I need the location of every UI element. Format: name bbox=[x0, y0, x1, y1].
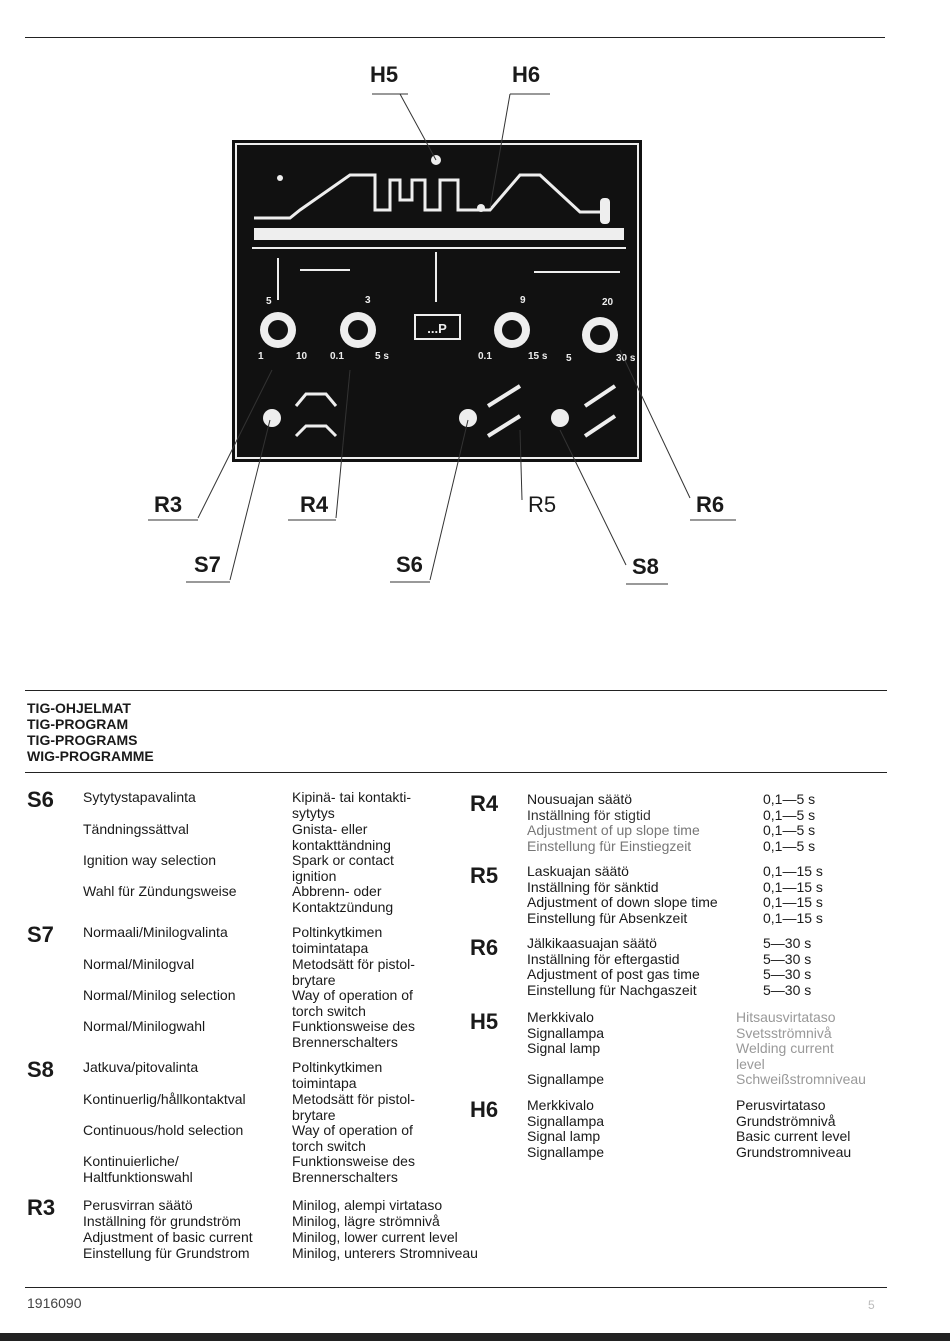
bottom-edge bbox=[0, 1333, 950, 1341]
entry-r5-name: Einstellung für Absenkzeit bbox=[527, 909, 688, 926]
entry-r5-value: 0,1—15 s bbox=[763, 863, 823, 879]
dial-r4-max: 5 s bbox=[375, 351, 389, 362]
dial-r3-min: 1 bbox=[258, 351, 264, 362]
entry-s6-name: Wahl für Zündungsweise bbox=[83, 883, 237, 899]
dial-r3-max: 10 bbox=[296, 351, 308, 362]
entry-h6-value: Basic current level bbox=[736, 1128, 851, 1145]
entry-r4-value: 0,1—5 s bbox=[763, 822, 816, 839]
entry-r4-value: 0,1—5 s bbox=[763, 837, 816, 854]
section-heading-de: WIG-PROGRAMME bbox=[27, 748, 154, 764]
entry-h5-name: Signallampe bbox=[527, 1071, 605, 1087]
section-heading-fi: TIG-OHJELMAT bbox=[27, 700, 131, 716]
entry-r4-name: Nousuajan säätö bbox=[527, 791, 633, 807]
entry-s7-name: Normal/Minilog selection bbox=[83, 987, 236, 1003]
entry-r5-name: Inställning för sänktid bbox=[527, 878, 659, 895]
minilog-badge-text: ...P bbox=[427, 321, 447, 336]
entry-s8-desc: Poltinkytkimen toimintapa bbox=[292, 1059, 383, 1091]
page-number: 5 bbox=[868, 1298, 875, 1312]
dial-r6-20: 20 bbox=[602, 297, 614, 308]
entry-s6-desc: Kipinä- tai kontakti- sytytys bbox=[292, 789, 412, 821]
doc-number: 1916090 bbox=[27, 1295, 82, 1311]
entry-r5-name: Adjustment of down slope time bbox=[527, 894, 718, 911]
code-r5: R5 bbox=[470, 863, 499, 888]
s6-switch bbox=[459, 409, 477, 427]
entry-r5-value: 0,1—15 s bbox=[763, 909, 823, 926]
entry-h5-name: Signallampa bbox=[527, 1024, 605, 1041]
entry-r6-name: Inställning för eftergastid bbox=[527, 950, 680, 967]
entry-r3-name: Adjustment of basic current bbox=[83, 1229, 253, 1245]
entry-s7-name: Normaali/Minilogvalinta bbox=[83, 924, 228, 940]
entry-s7-desc: Way of operation of torch switch bbox=[292, 987, 413, 1019]
label-r6: R6 bbox=[696, 492, 725, 517]
entry-s6-desc: Spark or contact ignition bbox=[292, 852, 394, 884]
entry-r6-name: Einstellung für Nachgaszeit bbox=[527, 981, 697, 998]
label-s8: S8 bbox=[632, 554, 659, 579]
entry-h5-name: Merkkivalo bbox=[527, 1009, 594, 1025]
entry-s8-name: Kontinuerlig/hållkontaktval bbox=[83, 1091, 246, 1107]
section-rule-mid bbox=[25, 772, 887, 773]
entry-h6-name: Signallampa bbox=[527, 1112, 605, 1129]
entry-s7-desc: Funktionsweise des Brennerschalters bbox=[292, 1018, 415, 1050]
entry-r6-name: Jälkikaasuajan säätö bbox=[527, 935, 657, 951]
front-panel-diagram bbox=[0, 0, 950, 600]
s8-switch bbox=[551, 409, 569, 427]
dial-r4-3: 3 bbox=[365, 295, 371, 306]
entry-h6-value: Perusvirtataso bbox=[736, 1097, 826, 1113]
label-h6: H6 bbox=[512, 62, 541, 87]
label-s7: S7 bbox=[194, 552, 221, 577]
entry-s6-name: Ignition way selection bbox=[83, 852, 217, 868]
entry-r6-value: 5—30 s bbox=[763, 935, 812, 951]
dial-r5-max: 15 s bbox=[528, 351, 548, 362]
entry-s6-desc: Gnista- eller kontakttändning bbox=[292, 821, 391, 853]
dial-r5-9: 9 bbox=[520, 295, 526, 306]
label-r5: R5 bbox=[528, 492, 557, 517]
section-rule-top bbox=[25, 690, 887, 691]
dial-r6-max: 30 s bbox=[616, 353, 636, 364]
entry-h5-value: Svetsströmnivå bbox=[736, 1024, 832, 1041]
entry-r6-name: Adjustment of post gas time bbox=[527, 966, 700, 983]
section-heading-en: TIG-PROGRAMS bbox=[27, 732, 138, 748]
entry-s6-name: Tändningssättval bbox=[83, 821, 189, 837]
dial-r6-min: 5 bbox=[566, 353, 572, 364]
entry-s7-desc: Poltinkytkimen toimintatapa bbox=[292, 924, 383, 956]
entry-s7-desc: Metodsätt för pistol- brytare bbox=[292, 956, 415, 988]
entry-r6-value: 5—30 s bbox=[763, 950, 812, 967]
entry-r3-desc: Minilog, lower current level bbox=[292, 1229, 458, 1245]
code-r6: R6 bbox=[470, 935, 499, 960]
entry-r6-value: 5—30 s bbox=[763, 981, 812, 998]
code-s8: S8 bbox=[27, 1057, 54, 1082]
entry-h6-value: Grundströmnivå bbox=[736, 1112, 836, 1129]
entry-s8-name: Continuous/hold selection bbox=[83, 1122, 244, 1138]
gas-bottle-icon bbox=[600, 198, 610, 224]
entry-r4-name: Inställning för stigtid bbox=[527, 806, 651, 823]
entry-s8-desc: Way of operation of torch switch bbox=[292, 1122, 413, 1154]
code-s6: S6 bbox=[27, 787, 54, 812]
entry-h5-value: Welding current level bbox=[736, 1040, 834, 1072]
label-h5: H5 bbox=[370, 62, 399, 87]
entry-r3-name: Einstellung für Grundstrom bbox=[83, 1245, 250, 1261]
code-s7: S7 bbox=[27, 922, 54, 947]
entry-s8-desc: Metodsätt för pistol- brytare bbox=[292, 1091, 415, 1123]
code-h6: H6 bbox=[470, 1097, 499, 1122]
code-r4: R4 bbox=[470, 791, 499, 816]
entry-r5-value: 0,1—15 s bbox=[763, 894, 823, 911]
entry-r5-name: Laskuajan säätö bbox=[527, 863, 629, 879]
weld-bead-icon bbox=[254, 228, 624, 240]
entry-r5-value: 0,1—15 s bbox=[763, 878, 823, 895]
label-r4: R4 bbox=[300, 492, 329, 517]
entry-r3-desc: Minilog, unterers Stromniveau bbox=[292, 1245, 478, 1261]
dial-r4-min: 0.1 bbox=[330, 351, 344, 362]
entry-h6-name: Merkkivalo bbox=[527, 1097, 594, 1113]
entry-r4-name: Einstellung für Einstiegzeit bbox=[527, 837, 692, 854]
code-r3: R3 bbox=[27, 1195, 56, 1220]
entry-r3-name: Perusvirran säätö bbox=[83, 1197, 193, 1213]
label-r3: R3 bbox=[154, 492, 183, 517]
label-s6: S6 bbox=[396, 552, 423, 577]
entry-r4-name: Adjustment of up slope time bbox=[527, 822, 700, 839]
h6-lamp bbox=[477, 204, 485, 212]
entry-r4-value: 0,1—5 s bbox=[763, 806, 816, 823]
footer-rule bbox=[25, 1287, 887, 1288]
entry-h5-name: Signal lamp bbox=[527, 1040, 601, 1057]
entry-h6-value: Grundstromniveau bbox=[736, 1143, 852, 1160]
section-heading-sv: TIG-PROGRAM bbox=[27, 716, 129, 732]
dial-r5-min: 0.1 bbox=[478, 351, 492, 362]
entry-h5-value: Hitsausvirtataso bbox=[736, 1009, 836, 1025]
entry-h6-name: Signal lamp bbox=[527, 1128, 601, 1145]
entry-s8-name: Kontinuierliche/ Haltfunktionswahl bbox=[83, 1153, 193, 1185]
entry-h5-value: Schweißstromniveau bbox=[736, 1071, 866, 1087]
entry-s8-desc: Funktionsweise des Brennerschalters bbox=[292, 1153, 415, 1185]
entry-r4-value: 0,1—5 s bbox=[763, 791, 816, 807]
entry-s7-name: Normal/Minilogval bbox=[83, 956, 195, 972]
entry-r6-value: 5—30 s bbox=[763, 966, 812, 983]
dial-r3-5: 5 bbox=[266, 296, 272, 307]
entry-r3-desc: Minilog, lägre strömnivå bbox=[292, 1213, 440, 1229]
entry-s8-name: Jatkuva/pitovalinta bbox=[83, 1059, 199, 1075]
entry-s6-name: Sytytystapavalinta bbox=[83, 789, 196, 805]
entry-r3-name: Inställning för grundström bbox=[83, 1213, 241, 1229]
entry-s7-name: Normal/Minilogwahl bbox=[83, 1018, 206, 1034]
s7-switch bbox=[263, 409, 281, 427]
code-h5: H5 bbox=[470, 1009, 499, 1034]
entry-s6-desc: Abbrenn- oder Kontaktzündung bbox=[292, 883, 394, 915]
entry-r3-desc: Minilog, alempi virtataso bbox=[292, 1197, 443, 1213]
entry-h6-name: Signallampe bbox=[527, 1143, 605, 1160]
